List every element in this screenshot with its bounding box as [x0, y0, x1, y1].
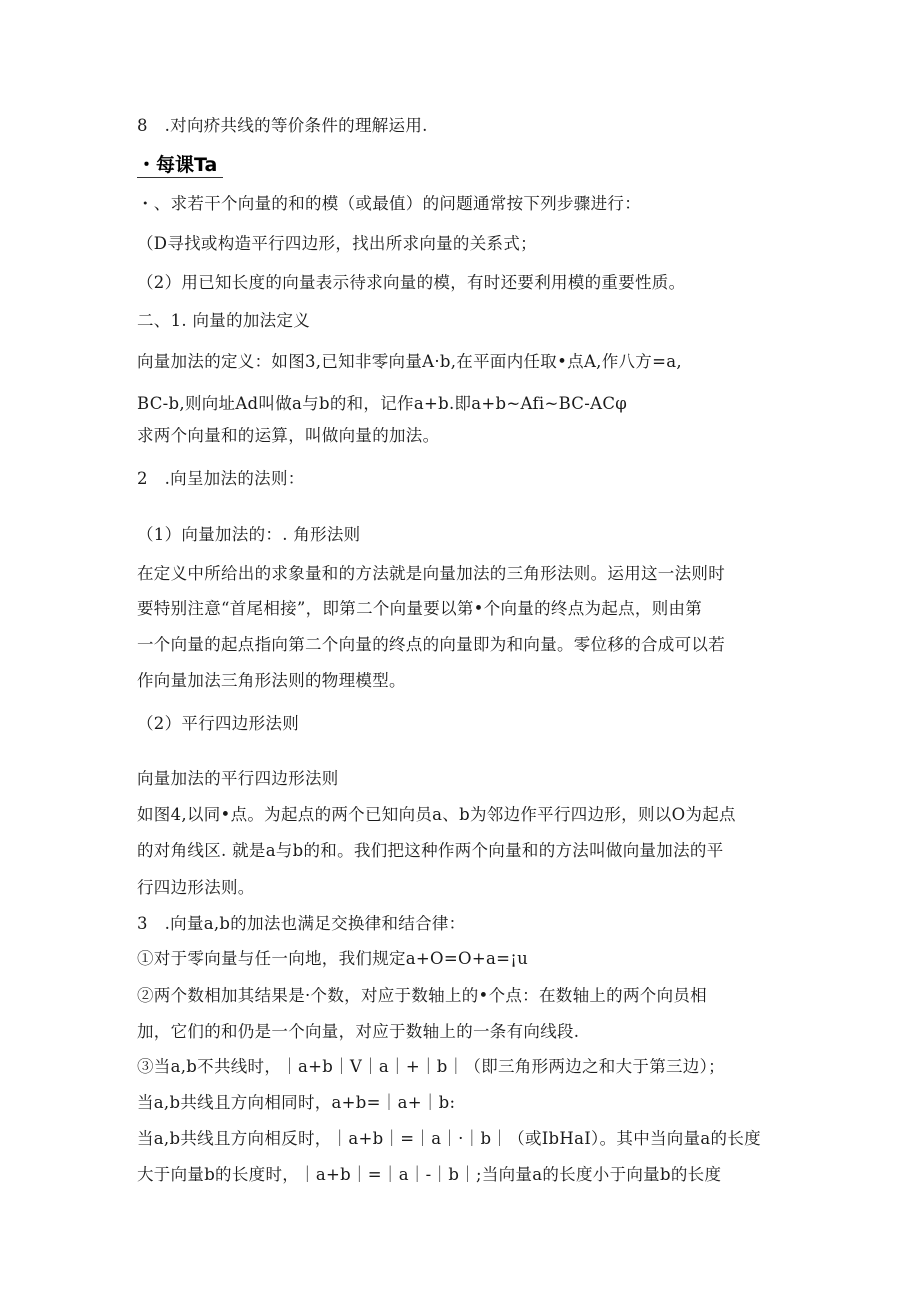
line-item-8: 8 .对向疥共线的等价条件的理解运用.: [137, 116, 428, 135]
paragraph-line: 当a,b共线且方向相同时，a+b=｜a+｜b:: [137, 1093, 456, 1112]
subheading-line: 向量加法的平行四边形法则: [137, 769, 339, 788]
paragraph-line: 一个向量的起点指向第二个向量的终点的向量即为和向量。零位移的合成可以若: [137, 635, 725, 654]
paragraph-line: 求两个向量和的运算，叫做向量的加法。: [137, 426, 440, 445]
paragraph-line: 当a,b共线且方向相反时，｜a+b｜=｜a｜·｜b｜（或IbHaI）。其中当向量a的长度: [137, 1129, 761, 1148]
paragraph-line: 加，它们的和仍是一个向量，对应于数轴上的一条有向线段.: [137, 1022, 580, 1041]
paragraph-line: ②两个数相加其结果是·个数，对应于数轴上的•个点：在数轴上的两个向员相: [137, 986, 707, 1005]
paragraph-line: 如图4,以同•点。为起点的两个已知向员a、b为邻边作平行四边形，则以O为起点: [137, 805, 736, 824]
subheading-line: （2）平行四边形法则: [137, 714, 299, 733]
paragraph-line: ・、求若干个向量的和的模（或最值）的问题通常按下列步骤进行：: [137, 194, 641, 213]
paragraph-line: 行四边形法则。: [137, 878, 255, 897]
heading-underline: [137, 177, 223, 178]
paragraph-line: 的对角线区. 就是a与b的和。我们把这种作两个向量和的方法叫做向量加法的平: [137, 841, 724, 860]
subheading-line: （1）向量加法的：. 角形法则: [137, 525, 361, 544]
paragraph-line: 在定义中所给出的求象量和的方法就是向量加法的三角形法则。运用这一法则时: [137, 564, 725, 583]
subheading-line: 2 .向呈加法的法则：: [137, 469, 305, 488]
paragraph-line: 向量加法的定义：如图3,已知非零向量A·b,在平面内任取•点A,作八方=a,: [137, 352, 682, 371]
paragraph-line: 作向量加法三角形法则的物理模型。: [137, 671, 406, 690]
paragraph-line: 要特别注意“首尾相接”，即第二个向量要以第•个向量的终点为起点，则由第: [137, 599, 703, 618]
paragraph-line: （D寻找或构造平行四边形，找出所求向量的关系式；: [137, 234, 537, 253]
paragraph-line: ①对于零向量与任一向地，我们规定a+O=O+a=¡u: [137, 949, 529, 968]
section-heading-text: ・每课Ta: [137, 154, 218, 176]
subheading-line: 二、1. 向量的加法定义: [137, 311, 311, 330]
paragraph-line: （2）用已知长度的向量表示待求向量的模，有时还要利用模的重要性质。: [137, 273, 686, 292]
section-heading: [137, 150, 217, 177]
paragraph-line: 大于向量b的长度时，｜a+b｜=｜a｜-｜b｜;当向量a的长度小于向量b的长度: [137, 1165, 722, 1184]
paragraph-line: BC-b,则向址Ad叫做a与b的和，记作a+b.即a+b~Afi~BC-ACφ: [137, 394, 628, 413]
paragraph-line: ③当a,b不共线时，｜a+b｜V｜a｜+｜b｜（即三角形两边之和大于第三边）；: [137, 1057, 725, 1076]
subheading-line: 3 .向量a,b的加法也满足交换律和结合律：: [137, 914, 466, 933]
